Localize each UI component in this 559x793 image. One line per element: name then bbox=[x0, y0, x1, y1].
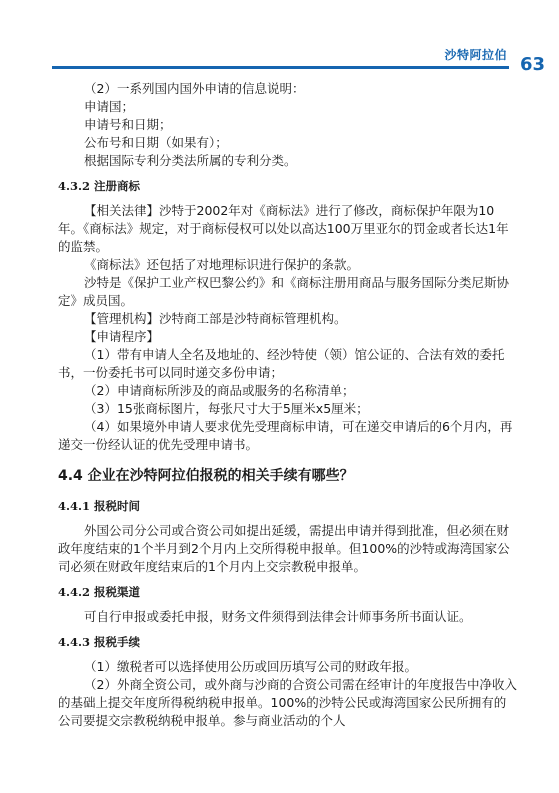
section-heading: 4.4 企业在沙特阿拉伯报税的相关手续有哪些？ bbox=[58, 468, 354, 484]
paragraph: 可自行申报或委托申报，财务文件须得到法律会计师事务所书面认证。 bbox=[84, 609, 472, 624]
list-item: 申请号和日期； bbox=[84, 117, 172, 132]
paragraph: 【申请程序】 bbox=[84, 329, 160, 344]
paragraph: （2）外商全资公司，或外商与沙商的合资公司需在经审计的年度报告中净收入的基础上提交年度所得税纳税申报单。100%的沙特公民或海湾国家公民所拥有的公司要提交宗教税纳税申报单。参与商业活动的个人 bbox=[58, 677, 517, 728]
page-body bbox=[58, 80, 517, 730]
paragraph: 【管理机构】沙特商工部是沙特商标管理机构。 bbox=[84, 311, 347, 326]
paragraph: 外国公司分公司或合资公司如提出延缓，需提出申请并得到批准，但必须在财政年度结束的1个半月到2个月内上交所得税申报单。但100%的沙特或海湾国家公司必须在财政年度结束后的1个月内上交宗教税申报单。 bbox=[58, 523, 510, 574]
paragraph: （1）缴税者可以选择使用公历或回历填写公司的财政年报。 bbox=[84, 659, 417, 674]
paragraph: （2）申请商标所涉及的商品或服务的名称清单； bbox=[84, 383, 355, 398]
paragraph: （3）15张商标图片，每张尺寸大于5厘米x5厘米； bbox=[84, 401, 369, 416]
subsection-heading: 4.4.3 报税手续 bbox=[58, 635, 141, 649]
running-header-title: 沙特阿拉伯 bbox=[444, 48, 507, 62]
paragraph: （4）如果境外申请人要求优先受理商标申请，可在递交申请后的6个月内，再递交一份经认证的优先受理申请书。 bbox=[58, 419, 513, 452]
list-item: 公布号和日期（如果有）； bbox=[84, 135, 228, 150]
list-item: （2）一系列国内国外申请的信息说明： bbox=[84, 81, 305, 96]
paragraph: 沙特是《保护工业产权巴黎公约》和《商标注册用商品与服务国际分类尼斯协定》成员国。 bbox=[58, 275, 510, 308]
subsection-heading: 4.4.1 报税时间 bbox=[58, 499, 141, 513]
list-item: 申请国； bbox=[84, 99, 135, 114]
paragraph: （1）带有申请人全名及地址的、经沙特使（领）馆公证的、合法有效的委托书，一份委托书可以同时递交多份申请； bbox=[58, 347, 505, 380]
paragraph: 《商标法》还包括了对地理标识进行保护的条款。 bbox=[84, 257, 360, 272]
subsection-heading: 4.3.2 注册商标 bbox=[58, 179, 141, 193]
header-rule bbox=[52, 66, 509, 69]
list-item: 根据国际专利分类法所属的专利分类。 bbox=[84, 153, 297, 168]
paragraph: 【相关法律】沙特于2002年对《商标法》进行了修改，商标保护年限为10年。《商标法》规定，对于商标侵权可以处以高达100万里亚尔的罚金或者长达1年的监禁。 bbox=[58, 203, 509, 254]
subsection-heading: 4.4.2 报税渠道 bbox=[58, 585, 141, 599]
page-number: 63 bbox=[519, 54, 545, 75]
